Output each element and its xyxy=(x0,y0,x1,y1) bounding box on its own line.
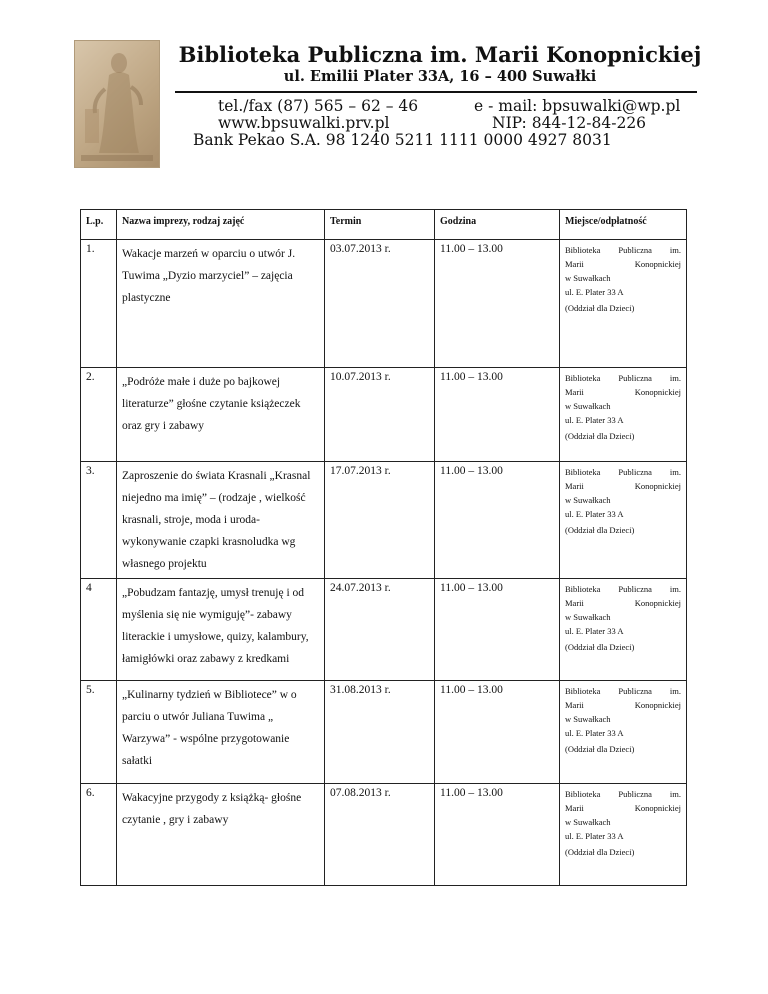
row-date: 03.07.2013 r. xyxy=(325,240,435,368)
place-line: ul. E. Plater 33 A xyxy=(565,626,624,636)
row-place xyxy=(560,579,687,681)
place-line: Biblioteka Publiczna im. xyxy=(565,789,681,799)
row-hour: 11.00 – 13.00 xyxy=(435,368,560,462)
place-line: ul. E. Plater 33 A xyxy=(565,509,624,519)
place-line: Biblioteka Publiczna im. xyxy=(565,373,681,383)
place-line: w Suwałkach xyxy=(565,401,611,411)
place-line: w Suwałkach xyxy=(565,817,611,827)
header-divider xyxy=(175,91,697,93)
library-address: ul. Emilii Plater 33A, 16 – 400 Suwałki xyxy=(283,68,597,85)
row-place xyxy=(560,462,687,579)
row-hour: 11.00 – 13.00 xyxy=(435,462,560,579)
website-link[interactable]: www.bpsuwalki.prv.pl xyxy=(218,114,390,132)
place-line: w Suwałkach xyxy=(565,273,611,283)
place-line: Marii Konopnickiej xyxy=(565,803,681,813)
row-event-name: Wakacje marzeń w oparciu o utwór J. Tuwima „Dyzio marzyciel” – zajęcia plastyczne xyxy=(117,240,325,368)
library-name: Biblioteka Publiczna im. Marii Konopnickiej xyxy=(178,42,702,67)
row-event-name: Zaproszenie do świata Krasnali „Krasnal niejedno ma imię” – (rodzaje , wielkość krasnali, stroje, moda i uroda- wykonywanie czapki krasnoludka wg własnego projektu xyxy=(117,462,325,579)
place-line: w Suwałkach xyxy=(565,495,611,505)
row-lp: 4 xyxy=(81,579,117,681)
header-place: Miejsce/odpłatność xyxy=(560,210,687,240)
phone-fax: tel./fax (87) 565 – 62 – 46 xyxy=(218,97,419,115)
statue-relief-icon xyxy=(75,41,159,167)
table-row xyxy=(81,579,687,681)
row-place xyxy=(560,368,687,462)
row-date: 10.07.2013 r. xyxy=(325,368,435,462)
row-lp: 2. xyxy=(81,368,117,462)
place-line: Marii Konopnickiej xyxy=(565,259,681,269)
place-line: (Oddział dla Dzieci) xyxy=(565,525,635,535)
row-event-name: „Podróże małe i duże po bajkowej literaturze” głośne czytanie książeczek oraz gry i zabawy xyxy=(117,368,325,462)
email-address[interactable]: e - mail: bpsuwalki@wp.pl xyxy=(474,97,681,115)
table-row xyxy=(81,368,687,462)
row-date: 07.08.2013 r. xyxy=(325,784,435,886)
row-hour: 11.00 – 13.00 xyxy=(435,784,560,886)
row-lp: 3. xyxy=(81,462,117,579)
place-line: (Oddział dla Dzieci) xyxy=(565,847,635,857)
row-lp: 6. xyxy=(81,784,117,886)
row-lp: 5. xyxy=(81,681,117,784)
place-line: Marii Konopnickiej xyxy=(565,700,681,710)
table-row xyxy=(81,784,687,886)
row-lp: 1. xyxy=(81,240,117,368)
place-line: (Oddział dla Dzieci) xyxy=(565,642,635,652)
place-line: Marii Konopnickiej xyxy=(565,387,681,397)
place-line: Marii Konopnickiej xyxy=(565,481,681,491)
place-line: (Oddział dla Dzieci) xyxy=(565,431,635,441)
row-event-name: „Kulinarny tydzień w Bibliotece” w o parciu o utwór Juliana Tuwima „ Warzywa” - wspólne przygotowanie sałatki xyxy=(117,681,325,784)
row-hour: 11.00 – 13.00 xyxy=(435,681,560,784)
row-event-name: „Pobudzam fantazję, umysł trenuję i od myślenia się nie wymiguję”- zabawy literackie i umysłowe, quizy, kalambury, łamigłówki oraz zabawy z kredkami xyxy=(117,579,325,681)
row-hour: 11.00 – 13.00 xyxy=(435,579,560,681)
row-date: 24.07.2013 r. xyxy=(325,579,435,681)
place-line: ul. E. Plater 33 A xyxy=(565,415,624,425)
table-row xyxy=(81,681,687,784)
row-place xyxy=(560,681,687,784)
place-line: w Suwałkach xyxy=(565,714,611,724)
row-date: 17.07.2013 r. xyxy=(325,462,435,579)
table-row xyxy=(81,240,687,368)
bank-account: Bank Pekao S.A. 98 1240 5211 1111 0000 4927 8031 xyxy=(193,131,612,149)
place-line: w Suwałkach xyxy=(565,612,611,622)
nip-number: NIP: 844-12-84-226 xyxy=(492,114,647,132)
row-place xyxy=(560,784,687,886)
place-line: Marii Konopnickiej xyxy=(565,598,681,608)
row-hour: 11.00 – 13.00 xyxy=(435,240,560,368)
row-date: 31.08.2013 r. xyxy=(325,681,435,784)
place-line: Biblioteka Publiczna im. xyxy=(565,686,681,696)
header-lp: L.p. xyxy=(81,210,117,240)
place-line: Biblioteka Publiczna im. xyxy=(565,245,681,255)
header-event-name: Nazwa imprezy, rodzaj zajęć xyxy=(117,210,325,240)
place-line: ul. E. Plater 33 A xyxy=(565,831,624,841)
row-place xyxy=(560,240,687,368)
table-row xyxy=(81,462,687,579)
library-logo-relief xyxy=(74,40,160,168)
place-line: Biblioteka Publiczna im. xyxy=(565,584,681,594)
place-line: (Oddział dla Dzieci) xyxy=(565,303,635,313)
header-date: Termin xyxy=(325,210,435,240)
events-table xyxy=(80,209,687,886)
table-header-row xyxy=(81,210,687,240)
row-event-name: Wakacyjne przygody z książką- głośne czytanie , gry i zabawy xyxy=(117,784,325,886)
place-line: Biblioteka Publiczna im. xyxy=(565,467,681,477)
place-line: ul. E. Plater 33 A xyxy=(565,287,624,297)
header-hour: Godzina xyxy=(435,210,560,240)
place-line: (Oddział dla Dzieci) xyxy=(565,744,635,754)
place-line: ul. E. Plater 33 A xyxy=(565,728,624,738)
